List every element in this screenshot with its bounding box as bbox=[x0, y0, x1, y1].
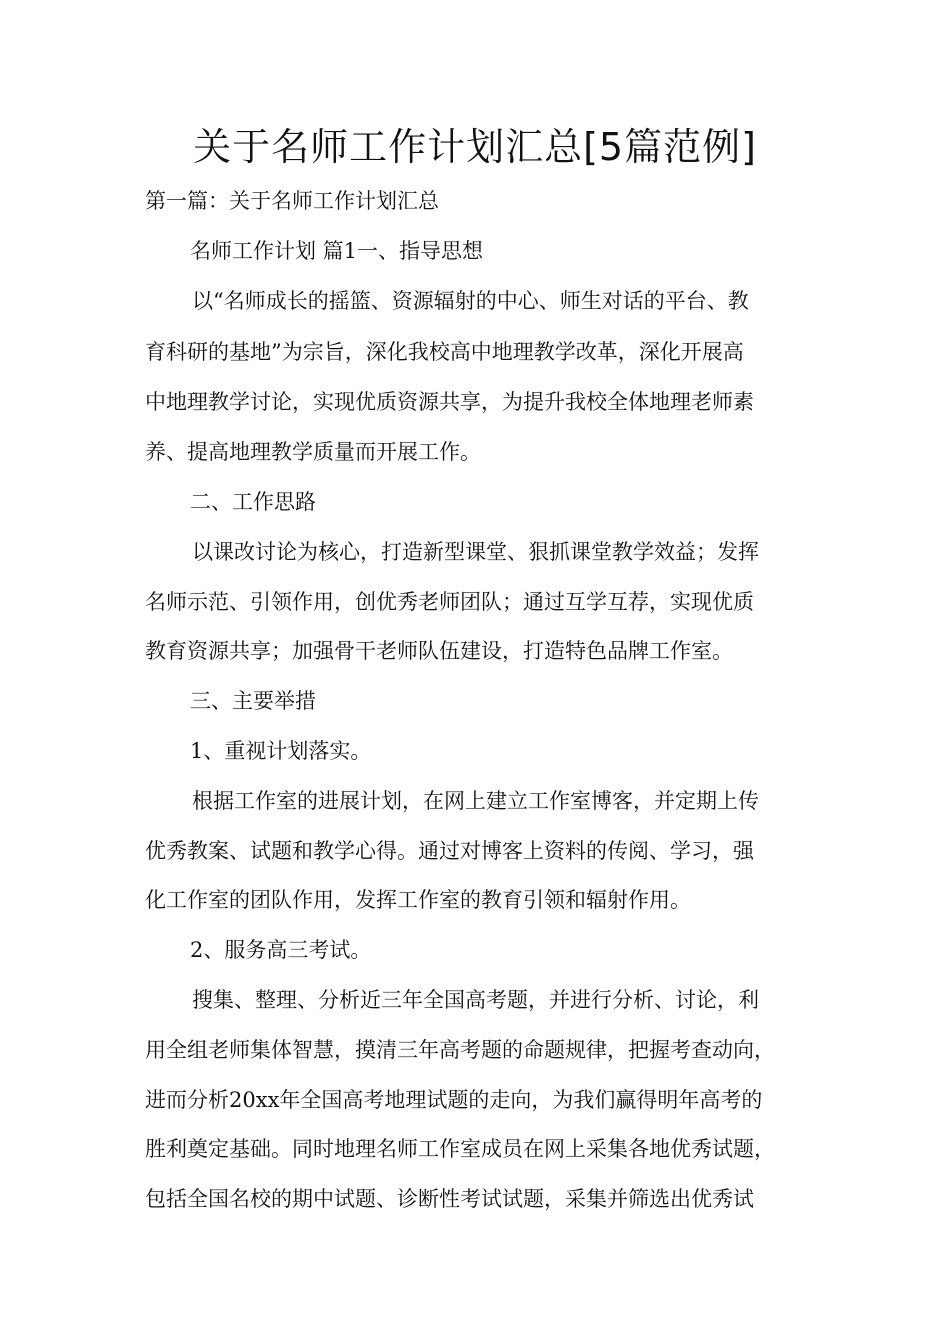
paragraph-line: 名师示范、引领作用，创优秀老师团队；通过互学互荐，实现优质 bbox=[145, 590, 754, 614]
paragraph-line: 用全组老师集体智慧，摸清三年高考题的命题规律，把握考查动向， bbox=[145, 1038, 775, 1062]
paragraph-line: 中地理教学讨论，实现优质资源共享，为提升我校全体地理老师素 bbox=[145, 390, 754, 414]
paragraph-line: 以“名师成长的摇篮、资源辐射的中心、师生对话的平台、教 bbox=[192, 289, 749, 313]
document-title: 关于名师工作计划汇总[5篇范例] bbox=[193, 125, 757, 169]
subsection-heading: 二、工作思路 bbox=[190, 490, 316, 514]
paragraph-line: 优秀教案、试题和教学心得。通过对博客上资料的传阅、学习，强 bbox=[145, 839, 754, 863]
paragraph-line: 以课改讨论为核心，打造新型课堂、狠抓课堂教学效益；发挥 bbox=[192, 540, 759, 564]
paragraph-line: 育科研的基地”为宗旨，深化我校高中地理教学改革，深化开展高 bbox=[145, 340, 744, 364]
section-heading: 第一篇：关于名师工作计划汇总 bbox=[145, 189, 439, 213]
subsection-heading: 名师工作计划 篇1一、指导思想 bbox=[190, 239, 484, 263]
item-heading: 1、重视计划落实。 bbox=[190, 739, 372, 763]
paragraph-line: 进而分析20xx年全国高考地理试题的走向，为我们赢得明年高考的 bbox=[145, 1088, 763, 1112]
paragraph-line: 根据工作室的进展计划，在网上建立工作室博客，并定期上传 bbox=[192, 789, 759, 813]
subsection-heading: 三、主要举措 bbox=[190, 689, 316, 713]
paragraph-line: 搜集、整理、分析近三年全国高考题，并进行分析、讨论，利 bbox=[192, 988, 759, 1012]
paragraph-line: 教育资源共享；加强骨干老师队伍建设，打造特色品牌工作室。 bbox=[145, 639, 733, 663]
paragraph-line: 化工作室的团队作用，发挥工作室的教育引领和辐射作用。 bbox=[145, 888, 691, 912]
item-heading: 2、服务高三考试。 bbox=[190, 938, 372, 962]
paragraph-line: 包括全国名校的期中试题、诊断性考试试题，采集并筛选出优秀试 bbox=[145, 1187, 754, 1211]
paragraph-line: 胜利奠定基础。同时地理名师工作室成员在网上采集各地优秀试题， bbox=[145, 1137, 775, 1161]
paragraph-line: 养、提高地理教学质量而开展工作。 bbox=[145, 440, 481, 464]
